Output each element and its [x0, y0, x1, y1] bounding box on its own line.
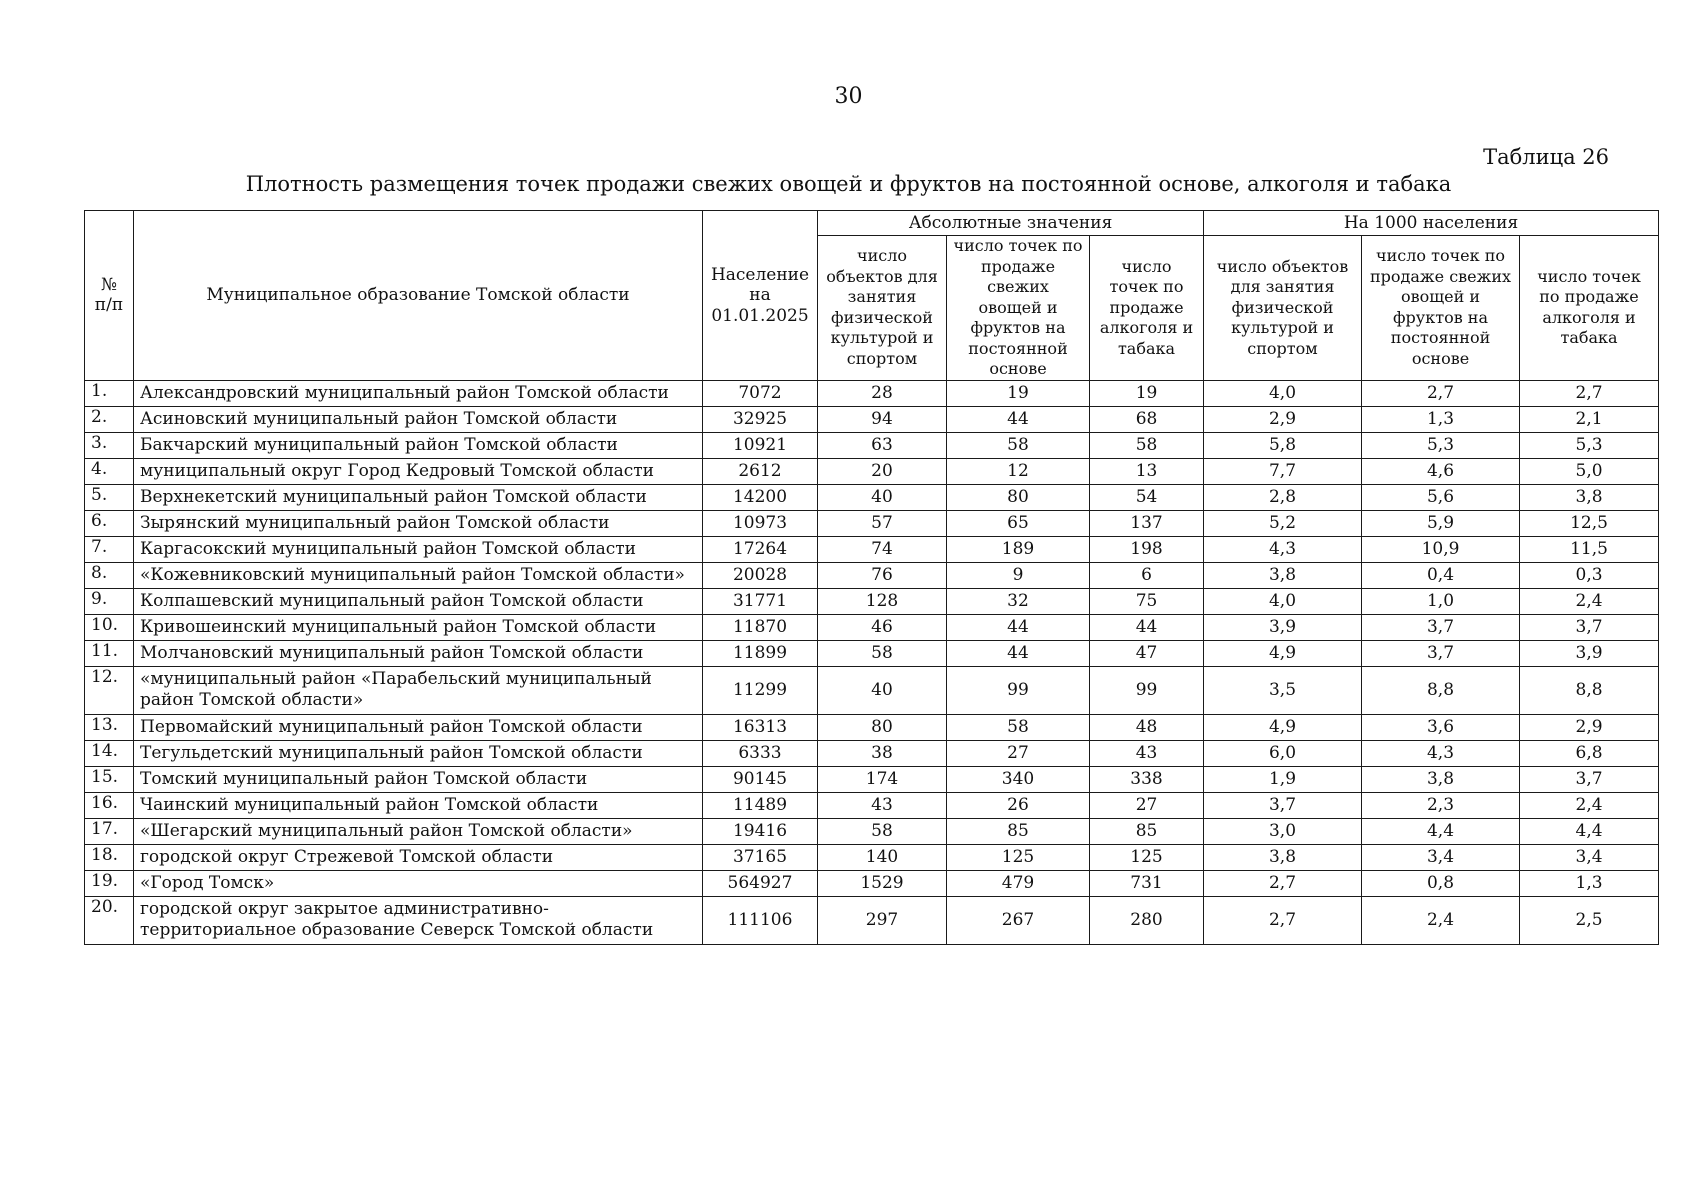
row-number: 7.	[85, 536, 134, 562]
municipality-name: «Город Томск»	[134, 870, 703, 896]
population-value: 111106	[703, 896, 818, 944]
municipality-name: Асиновский муниципальный район Томской области	[134, 406, 703, 432]
row-number: 15.	[85, 766, 134, 792]
population-value: 17264	[703, 536, 818, 562]
rel-alcohol-value: 4,4	[1520, 818, 1659, 844]
abs-alcohol-value: 43	[1090, 740, 1204, 766]
abs-sport-value: 80	[818, 714, 947, 740]
rel-alcohol-value: 5,3	[1520, 432, 1659, 458]
population-value: 31771	[703, 588, 818, 614]
abs-alcohol-value: 13	[1090, 458, 1204, 484]
row-number: 3.	[85, 432, 134, 458]
table-row	[85, 510, 1659, 536]
population-value: 11870	[703, 614, 818, 640]
municipality-name: Колпашевский муниципальный район Томской области	[134, 588, 703, 614]
abs-sport-value: 76	[818, 562, 947, 588]
abs-sport-value: 38	[818, 740, 947, 766]
population-value: 32925	[703, 406, 818, 432]
data-table	[84, 210, 1659, 945]
municipality-name: городской округ закрытое административно-территориальное образование Северск Томской области	[134, 896, 703, 944]
table-row	[85, 562, 1659, 588]
abs-alcohol-value: 68	[1090, 406, 1204, 432]
municipality-name: Верхнекетский муниципальный район Томской области	[134, 484, 703, 510]
abs-vegetables-value: 32	[947, 588, 1090, 614]
rel-alcohol-value: 3,7	[1520, 614, 1659, 640]
rel-vegetables-value: 8,8	[1362, 666, 1520, 714]
municipality-name: Бакчарский муниципальный район Томской области	[134, 432, 703, 458]
rel-alcohol-value: 2,7	[1520, 380, 1659, 406]
rel-alcohol-value: 11,5	[1520, 536, 1659, 562]
header-abs-vegetables: число точек по продаже свежих овощей и фруктов на постоянной основе	[947, 236, 1090, 381]
rel-vegetables-value: 0,4	[1362, 562, 1520, 588]
row-number: 10.	[85, 614, 134, 640]
abs-vegetables-value: 26	[947, 792, 1090, 818]
page-number: 30	[834, 84, 863, 109]
abs-alcohol-value: 6	[1090, 562, 1204, 588]
row-number: 9.	[85, 588, 134, 614]
rel-sport-value: 2,8	[1204, 484, 1362, 510]
rel-alcohol-value: 2,4	[1520, 588, 1659, 614]
abs-alcohol-value: 58	[1090, 432, 1204, 458]
header-group-per-1000: На 1000 населения	[1204, 211, 1659, 236]
population-value: 6333	[703, 740, 818, 766]
rel-vegetables-value: 10,9	[1362, 536, 1520, 562]
row-number: 1.	[85, 380, 134, 406]
abs-vegetables-value: 44	[947, 614, 1090, 640]
abs-vegetables-value: 12	[947, 458, 1090, 484]
abs-sport-value: 28	[818, 380, 947, 406]
row-number: 16.	[85, 792, 134, 818]
rel-alcohol-value: 6,8	[1520, 740, 1659, 766]
rel-alcohol-value: 3,4	[1520, 844, 1659, 870]
rel-alcohol-value: 3,9	[1520, 640, 1659, 666]
rel-vegetables-value: 1,3	[1362, 406, 1520, 432]
abs-vegetables-value: 340	[947, 766, 1090, 792]
table-row	[85, 536, 1659, 562]
rel-sport-value: 4,9	[1204, 640, 1362, 666]
abs-alcohol-value: 125	[1090, 844, 1204, 870]
population-value: 20028	[703, 562, 818, 588]
population-value: 14200	[703, 484, 818, 510]
rel-vegetables-value: 3,6	[1362, 714, 1520, 740]
header-group-absolute: Абсолютные значения	[818, 211, 1204, 236]
abs-alcohol-value: 99	[1090, 666, 1204, 714]
municipality-name: Молчановский муниципальный район Томской области	[134, 640, 703, 666]
header-rel-vegetables: число точек по продаже свежих овощей и фруктов на постоянной основе	[1362, 236, 1520, 381]
rel-vegetables-value: 5,6	[1362, 484, 1520, 510]
rel-vegetables-value: 2,3	[1362, 792, 1520, 818]
rel-vegetables-value: 3,4	[1362, 844, 1520, 870]
abs-sport-value: 40	[818, 666, 947, 714]
abs-sport-value: 57	[818, 510, 947, 536]
rel-sport-value: 3,8	[1204, 844, 1362, 870]
header-name: Муниципальное образование Томской области	[134, 211, 703, 381]
population-value: 11489	[703, 792, 818, 818]
rel-sport-value: 4,0	[1204, 588, 1362, 614]
rel-vegetables-value: 4,6	[1362, 458, 1520, 484]
header-rel-sport: число объектов для занятия физической культурой и спортом	[1204, 236, 1362, 381]
header-abs-alcohol: число точек по продаже алкоголя и табака	[1090, 236, 1204, 381]
abs-alcohol-value: 280	[1090, 896, 1204, 944]
row-number: 17.	[85, 818, 134, 844]
rel-alcohol-value: 3,7	[1520, 766, 1659, 792]
rel-sport-value: 3,0	[1204, 818, 1362, 844]
municipality-name: муниципальный округ Город Кедровый Томской области	[134, 458, 703, 484]
population-value: 7072	[703, 380, 818, 406]
table-row	[85, 406, 1659, 432]
abs-sport-value: 20	[818, 458, 947, 484]
header-rel-alcohol: число точек по продаже алкоголя и табака	[1520, 236, 1659, 381]
abs-vegetables-value: 479	[947, 870, 1090, 896]
row-number: 14.	[85, 740, 134, 766]
rel-alcohol-value: 3,8	[1520, 484, 1659, 510]
table-row	[85, 614, 1659, 640]
rel-sport-value: 3,8	[1204, 562, 1362, 588]
abs-vegetables-value: 44	[947, 406, 1090, 432]
municipality-name: Зырянский муниципальный район Томской области	[134, 510, 703, 536]
rel-alcohol-value: 2,4	[1520, 792, 1659, 818]
abs-sport-value: 58	[818, 640, 947, 666]
rel-sport-value: 7,7	[1204, 458, 1362, 484]
table-row	[85, 792, 1659, 818]
rel-alcohol-value: 2,1	[1520, 406, 1659, 432]
abs-alcohol-value: 198	[1090, 536, 1204, 562]
rel-vegetables-value: 5,3	[1362, 432, 1520, 458]
municipality-name: Каргасокский муниципальный район Томской области	[134, 536, 703, 562]
abs-vegetables-value: 267	[947, 896, 1090, 944]
abs-alcohol-value: 44	[1090, 614, 1204, 640]
table-row	[85, 380, 1659, 406]
row-number: 18.	[85, 844, 134, 870]
abs-vegetables-value: 9	[947, 562, 1090, 588]
table-row	[85, 870, 1659, 896]
rel-sport-value: 5,8	[1204, 432, 1362, 458]
rel-alcohol-value: 1,3	[1520, 870, 1659, 896]
abs-vegetables-value: 80	[947, 484, 1090, 510]
municipality-name: Александровский муниципальный район Томской области	[134, 380, 703, 406]
rel-sport-value: 3,7	[1204, 792, 1362, 818]
rel-vegetables-value: 4,3	[1362, 740, 1520, 766]
rel-sport-value: 4,3	[1204, 536, 1362, 562]
abs-vegetables-value: 44	[947, 640, 1090, 666]
abs-sport-value: 297	[818, 896, 947, 944]
rel-vegetables-value: 5,9	[1362, 510, 1520, 536]
abs-vegetables-value: 58	[947, 714, 1090, 740]
row-number: 5.	[85, 484, 134, 510]
rel-alcohol-value: 12,5	[1520, 510, 1659, 536]
abs-vegetables-value: 99	[947, 666, 1090, 714]
rel-alcohol-value: 2,5	[1520, 896, 1659, 944]
table-body	[85, 380, 1659, 944]
abs-alcohol-value: 47	[1090, 640, 1204, 666]
row-number: 13.	[85, 714, 134, 740]
rel-alcohol-value: 2,9	[1520, 714, 1659, 740]
rel-sport-value: 6,0	[1204, 740, 1362, 766]
population-value: 10921	[703, 432, 818, 458]
municipality-name: Чаинский муниципальный район Томской области	[134, 792, 703, 818]
rel-alcohol-value: 5,0	[1520, 458, 1659, 484]
abs-sport-value: 74	[818, 536, 947, 562]
table-row	[85, 588, 1659, 614]
rel-sport-value: 2,7	[1204, 870, 1362, 896]
rel-vegetables-value: 4,4	[1362, 818, 1520, 844]
abs-alcohol-value: 137	[1090, 510, 1204, 536]
population-value: 2612	[703, 458, 818, 484]
municipality-name: Томский муниципальный район Томской области	[134, 766, 703, 792]
abs-vegetables-value: 189	[947, 536, 1090, 562]
abs-sport-value: 46	[818, 614, 947, 640]
population-value: 19416	[703, 818, 818, 844]
abs-sport-value: 128	[818, 588, 947, 614]
table-row	[85, 484, 1659, 510]
abs-sport-value: 43	[818, 792, 947, 818]
abs-alcohol-value: 85	[1090, 818, 1204, 844]
population-value: 90145	[703, 766, 818, 792]
abs-alcohol-value: 54	[1090, 484, 1204, 510]
municipality-name: Кривошеинский муниципальный район Томской области	[134, 614, 703, 640]
table-row	[85, 666, 1659, 714]
rel-vegetables-value: 3,7	[1362, 640, 1520, 666]
population-value: 564927	[703, 870, 818, 896]
abs-sport-value: 58	[818, 818, 947, 844]
rel-vegetables-value: 1,0	[1362, 588, 1520, 614]
municipality-name: Первомайский муниципальный район Томской области	[134, 714, 703, 740]
rel-sport-value: 4,9	[1204, 714, 1362, 740]
header-population: Население на 01.01.2025	[703, 211, 818, 381]
row-number: 8.	[85, 562, 134, 588]
rel-vegetables-value: 2,4	[1362, 896, 1520, 944]
population-value: 11899	[703, 640, 818, 666]
row-number: 19.	[85, 870, 134, 896]
row-number: 6.	[85, 510, 134, 536]
header-abs-sport: число объектов для занятия физической культурой и спортом	[818, 236, 947, 381]
rel-vegetables-value: 3,8	[1362, 766, 1520, 792]
abs-alcohol-value: 19	[1090, 380, 1204, 406]
abs-alcohol-value: 27	[1090, 792, 1204, 818]
abs-vegetables-value: 27	[947, 740, 1090, 766]
abs-alcohol-value: 338	[1090, 766, 1204, 792]
rel-vegetables-value: 2,7	[1362, 380, 1520, 406]
abs-alcohol-value: 75	[1090, 588, 1204, 614]
row-number: 12.	[85, 666, 134, 714]
rel-sport-value: 3,5	[1204, 666, 1362, 714]
rel-sport-value: 5,2	[1204, 510, 1362, 536]
abs-sport-value: 174	[818, 766, 947, 792]
table-row	[85, 766, 1659, 792]
rel-vegetables-value: 0,8	[1362, 870, 1520, 896]
table-row	[85, 896, 1659, 944]
rel-sport-value: 2,7	[1204, 896, 1362, 944]
population-value: 10973	[703, 510, 818, 536]
abs-sport-value: 140	[818, 844, 947, 870]
municipality-name: городской округ Стрежевой Томской области	[134, 844, 703, 870]
municipality-name: «Кожевниковский муниципальный район Томской области»	[134, 562, 703, 588]
population-value: 16313	[703, 714, 818, 740]
table-row	[85, 714, 1659, 740]
abs-alcohol-value: 731	[1090, 870, 1204, 896]
population-value: 11299	[703, 666, 818, 714]
table-row	[85, 458, 1659, 484]
header-idx: № п/п	[85, 211, 134, 381]
abs-vegetables-value: 85	[947, 818, 1090, 844]
abs-vegetables-value: 19	[947, 380, 1090, 406]
table-title: Плотность размещения точек продажи свежих овощей и фруктов на постоянной основе, алкоголя и табака	[245, 172, 1452, 196]
abs-vegetables-value: 125	[947, 844, 1090, 870]
municipality-name: «муниципальный район «Парабельский муниципальный район Томской области»	[134, 666, 703, 714]
abs-sport-value: 1529	[818, 870, 947, 896]
abs-vegetables-value: 65	[947, 510, 1090, 536]
abs-vegetables-value: 58	[947, 432, 1090, 458]
table-row	[85, 818, 1659, 844]
rel-sport-value: 2,9	[1204, 406, 1362, 432]
municipality-name: Тегульдетский муниципальный район Томской области	[134, 740, 703, 766]
table-row	[85, 432, 1659, 458]
rel-sport-value: 1,9	[1204, 766, 1362, 792]
row-number: 4.	[85, 458, 134, 484]
header-row-groups	[85, 211, 1659, 236]
row-number: 20.	[85, 896, 134, 944]
population-value: 37165	[703, 844, 818, 870]
rel-alcohol-value: 8,8	[1520, 666, 1659, 714]
municipality-name: «Шегарский муниципальный район Томской области»	[134, 818, 703, 844]
table-row	[85, 640, 1659, 666]
abs-sport-value: 94	[818, 406, 947, 432]
row-number: 2.	[85, 406, 134, 432]
rel-sport-value: 3,9	[1204, 614, 1362, 640]
table-row	[85, 844, 1659, 870]
rel-alcohol-value: 0,3	[1520, 562, 1659, 588]
abs-sport-value: 40	[818, 484, 947, 510]
table-label: Таблица 26	[1483, 145, 1609, 169]
table-row	[85, 740, 1659, 766]
abs-alcohol-value: 48	[1090, 714, 1204, 740]
abs-sport-value: 63	[818, 432, 947, 458]
rel-sport-value: 4,0	[1204, 380, 1362, 406]
row-number: 11.	[85, 640, 134, 666]
rel-vegetables-value: 3,7	[1362, 614, 1520, 640]
